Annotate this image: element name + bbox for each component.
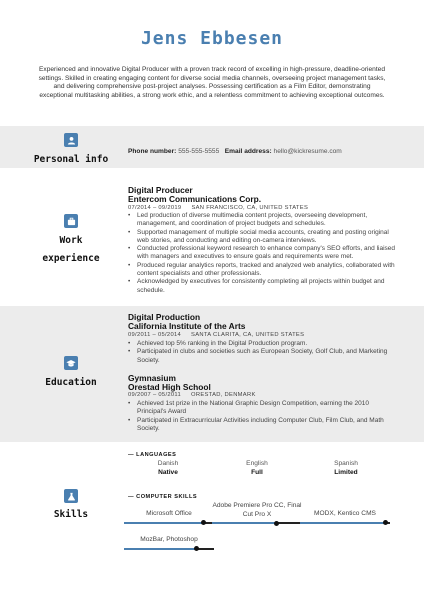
computer-skills-heading: — COMPUTER SKILLS (128, 494, 198, 500)
skill-bar (124, 522, 214, 524)
language-item (217, 459, 297, 477)
briefcase-icon (64, 214, 78, 228)
skill-name: Adobe Premiere Pro CC, Final Cut Pro X (212, 502, 302, 518)
language-level: Native (158, 469, 178, 476)
skill-name: MozBar, Photoshop (140, 536, 198, 543)
education-title: Education (45, 377, 97, 388)
school-meta (128, 332, 304, 338)
phone-value: 555-555-5555 (178, 148, 220, 155)
work-title-line1: Work (59, 235, 83, 246)
list-item: • Achieved 1st prize in the National Graphic Design Competition, earning the 2010 Principal's Award (128, 400, 396, 417)
language-name: Danish (157, 460, 179, 467)
skill-bar (124, 548, 214, 550)
job-meta (128, 205, 308, 211)
email-value[interactable]: hello@kickresume.com (273, 148, 342, 155)
job-company: Entercom Communications Corp. (128, 194, 262, 204)
flask-icon (64, 489, 78, 503)
skill-bar (300, 522, 390, 524)
school-name: California Institute of the Arts (128, 321, 246, 331)
list-item: • Participated in clubs and societies such as European Society, Golf Club, and Marketing Society. (128, 348, 396, 365)
job-dates: 07/2014 – 09/2019 (128, 205, 182, 211)
skill-bar-fill (124, 548, 196, 550)
degree-title: Gymnasium (128, 373, 176, 383)
skill-item (300, 510, 390, 524)
skill-bar-knob (274, 521, 279, 526)
email-label: Email address: (224, 148, 272, 155)
skill-bar-knob (383, 520, 388, 525)
school-dates: 09/2007 – 05/2011 (128, 392, 182, 398)
list-item: • Acknowledged by executives for consistently completing all projects within budget and schedule. (128, 278, 396, 295)
contact-line (128, 148, 342, 155)
skill-item (212, 502, 302, 524)
graduation-cap-icon (64, 356, 78, 370)
job-location: SAN FRANCISCO, CA, UNITED STATES (191, 205, 309, 211)
list-item: • Supported management of multiple social media accounts, creating and posting original web stories, and conducting and editing on-camera interviews. (128, 229, 396, 246)
skill-name: Microsoft Office (146, 510, 192, 517)
skill-bar (212, 522, 302, 524)
skill-bar-fill (300, 522, 386, 524)
candidate-name: Jens Ebbesen (140, 28, 284, 49)
skill-item (124, 510, 214, 524)
language-name: Spanish (334, 460, 358, 467)
school-bullets (128, 400, 396, 433)
skill-item (124, 536, 214, 550)
degree-title: Digital Production (128, 312, 201, 322)
school-location: SANTA CLARITA, CA, UNITED STATES (191, 332, 305, 338)
skill-bar-knob (194, 546, 199, 551)
language-item (306, 459, 386, 477)
skill-bar-knob (201, 520, 206, 525)
personal-info-title: Personal info (33, 154, 109, 165)
job-title: Digital Producer (128, 185, 193, 195)
list-item: • Led production of diverse multimedia content projects, overseeing development, management, and coordination of project budgets and schedules. (128, 212, 396, 229)
phone-label: Phone number: (128, 148, 177, 155)
work-title-line2: experience (42, 253, 100, 264)
language-name: English (246, 460, 268, 467)
language-level: Full (251, 469, 263, 476)
language-item (128, 459, 208, 477)
user-icon (64, 133, 78, 147)
list-item: • Participated in Extracurricular Activities including Computer Club, Film Club, and Math Society. (128, 417, 396, 434)
school-bullets (128, 340, 396, 365)
language-level: Limited (334, 469, 358, 476)
skill-name: MODX, Kentico CMS (314, 510, 376, 517)
school-name: Orestad High School (128, 382, 211, 392)
profile-summary: Experienced and innovative Digital Producer with a proven track record of excelling in high-pressure, deadline-oriented settings. Skilled in creating engaging content for diverse social media channels, overseeing project management tasks, and delivering comprehensive post-project analyses. Possessing certification as a Film Editor, demonstrating exceptional multitasking abilities, a strong work ethic, and a relentless commitment to achieving exceptional outcomes. (38, 66, 386, 100)
skills-title: Skills (53, 509, 89, 520)
list-item: • Achieved top 5% ranking in the Digital Production program. (128, 340, 396, 348)
school-location: ORESTAD, DENMARK (191, 392, 256, 398)
skill-bar-fill (212, 522, 277, 524)
school-dates: 09/2011 – 05/2014 (128, 332, 182, 338)
list-item: • Produced regular analytics reports, tracked and analyzed web analytics, collaborated with content specialists and other professionals. (128, 262, 396, 279)
job-bullets (128, 212, 396, 295)
list-item: • Conducted professional keyword research to enhance company's SEO efforts, and liaised with managers and executives to ensure goals and requirements were met. (128, 245, 396, 262)
languages-heading: — LANGUAGES (128, 452, 177, 458)
school-meta (128, 392, 256, 398)
skill-bar-fill (124, 522, 203, 524)
